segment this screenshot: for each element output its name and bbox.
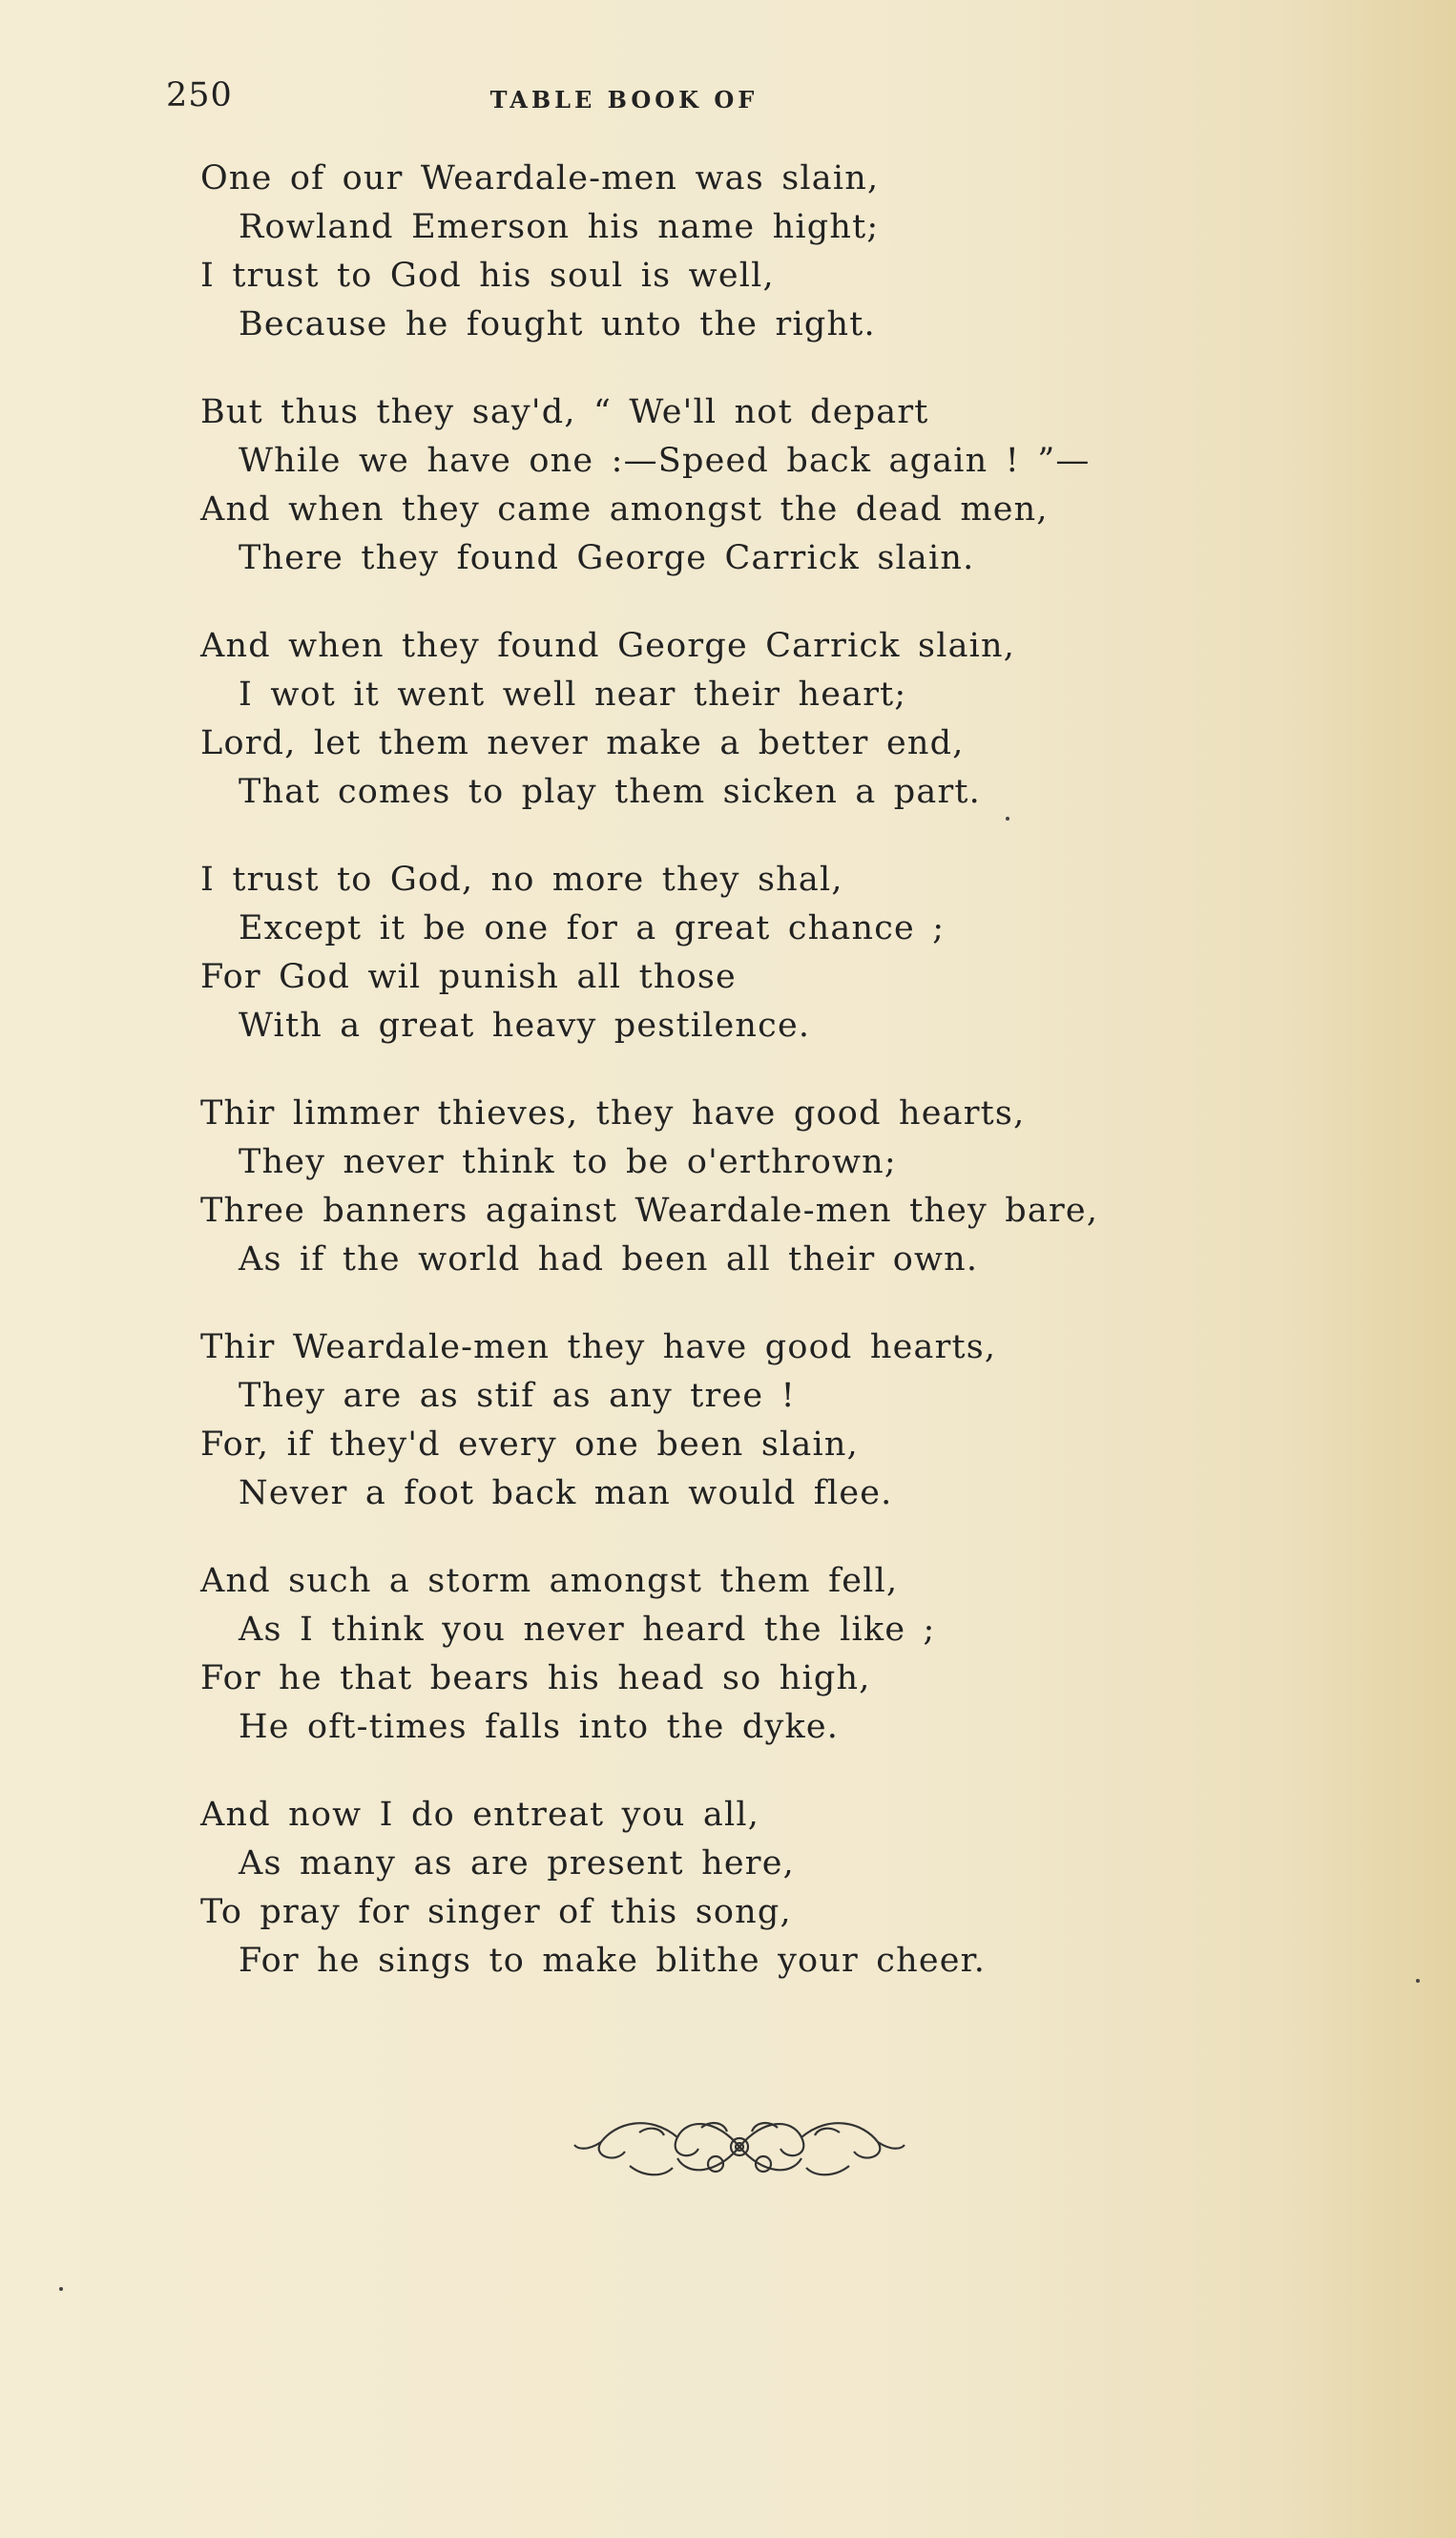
poem-line: And such a storm amongst them fell, — [200, 1562, 899, 1600]
poem-line: As if the world had been all their own. — [239, 1240, 979, 1279]
poem-line: Rowland Emerson his name hight; — [239, 208, 880, 246]
poem-line: For, if they'd every one been slain, — [200, 1425, 859, 1464]
stanza — [200, 622, 1116, 817]
stanza — [200, 1557, 1116, 1752]
poem-line: They never think to be o'erthrown; — [239, 1143, 897, 1181]
poem-line: And now I do entreat you all, — [200, 1796, 760, 1834]
poem-line: Thir Weardale-men they have good hearts, — [200, 1328, 997, 1366]
poem-line: Because he fought unto the right. — [239, 305, 876, 343]
page-header — [166, 76, 1025, 124]
stanza — [200, 388, 1116, 583]
tailpiece-ornament-icon — [572, 2109, 906, 2185]
running-title: TABLE BOOK OF — [489, 86, 759, 114]
poem-line: They are as stif as any tree ! — [239, 1377, 796, 1415]
stanza — [200, 155, 1116, 349]
poem-line: I wot it went well near their heart; — [239, 676, 907, 714]
poem-line: For he sings to make blithe your cheer. — [239, 1942, 987, 1980]
ink-speck — [59, 2287, 63, 2291]
poem-line: Except it be one for a great chance ; — [239, 909, 946, 947]
stanza — [200, 1323, 1116, 1518]
poem-line: Three banners against Weardale-men they bare, — [200, 1192, 1099, 1230]
ink-speck — [1416, 1979, 1420, 1983]
poem-line: As many as are present here, — [239, 1844, 795, 1883]
poem-line: But thus they say'd, “ We'll not depart — [200, 393, 929, 431]
poem-line: I trust to God his soul is well, — [200, 257, 775, 295]
poem-line: And when they found George Carrick slain, — [200, 627, 1016, 665]
poem-line: While we have one :—Speed back again ! ”— — [239, 442, 1091, 480]
poem-line: One of our Weardale-men was slain, — [200, 159, 880, 198]
poem-line: And when they came amongst the dead men, — [200, 490, 1049, 529]
stanza — [200, 1090, 1116, 1284]
stanza — [200, 1791, 1116, 1986]
poem-line: Thir limmer thieves, they have good hearts, — [200, 1094, 1026, 1133]
poem-line: To pray for singer of this song, — [200, 1893, 792, 1931]
poem-line: Never a foot back man would flee. — [239, 1474, 893, 1512]
poem-line: Lord, let them never make a better end, — [200, 724, 965, 762]
poem-line: I trust to God, no more they shal, — [200, 861, 843, 899]
stanza — [200, 856, 1116, 1051]
page-number: 250 — [166, 76, 233, 114]
poem-line: There they found George Carrick slain. — [239, 539, 975, 577]
poem-line: As I think you never heard the like ; — [239, 1611, 936, 1649]
poem-line: For he that bears his head so high, — [200, 1659, 871, 1697]
poem-line: He oft-times falls into the dyke. — [239, 1708, 840, 1746]
poem-line: That comes to play them sicken a part. — [239, 773, 981, 811]
poem-body — [200, 155, 1116, 2025]
poem-line: For God wil punish all those — [200, 958, 737, 996]
poem-line: With a great heavy pestilence. — [239, 1007, 811, 1045]
ink-speck — [1006, 817, 1009, 821]
